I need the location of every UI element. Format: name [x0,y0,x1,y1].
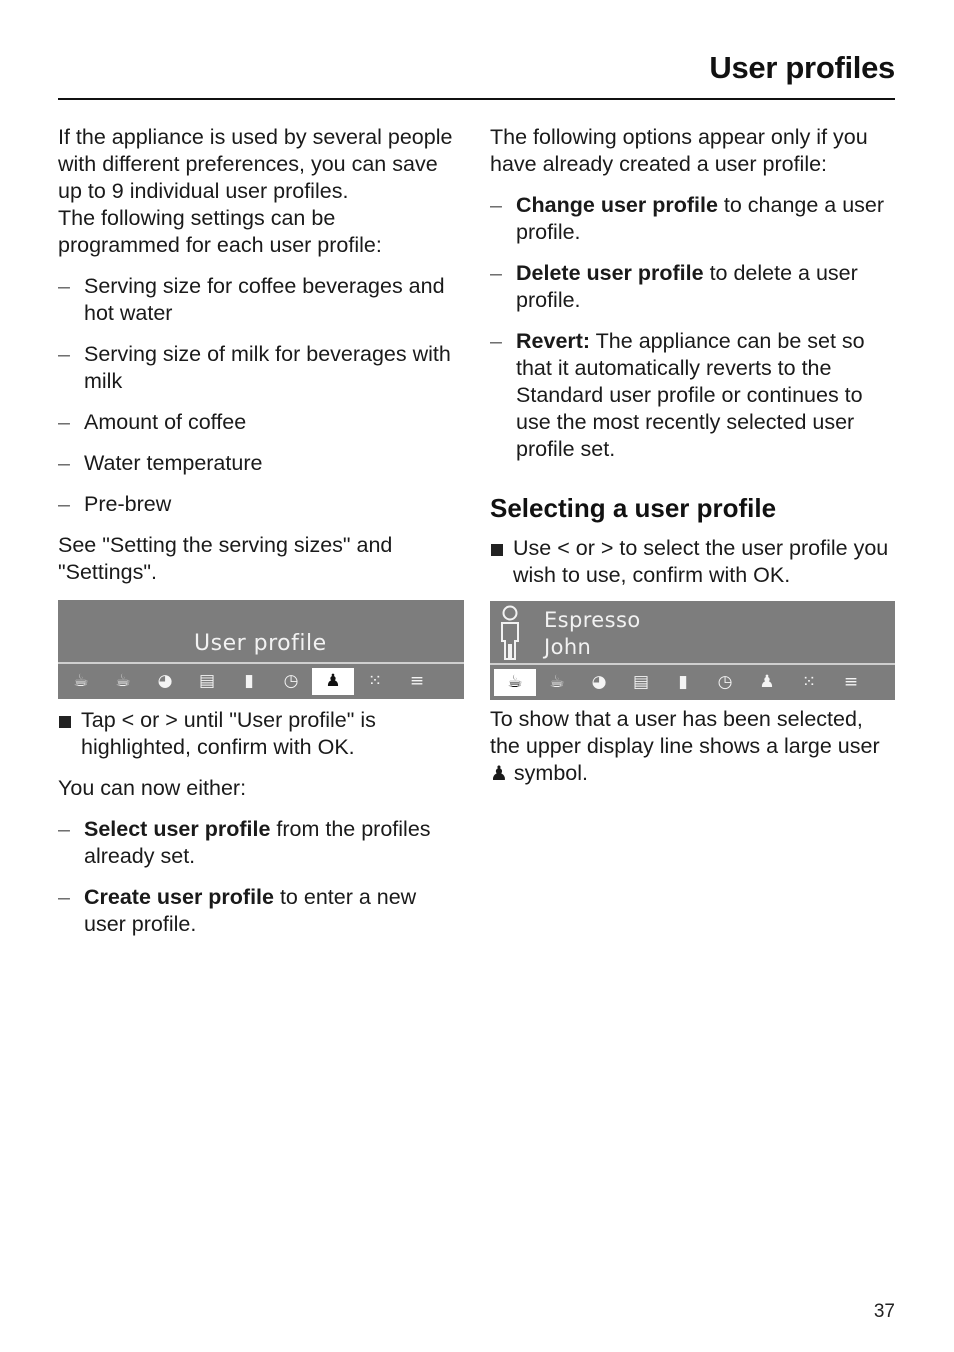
user-profile-display [58,600,464,699]
timer-icon: ◷ [283,671,299,691]
latte-glass-icon: ▤ [198,671,216,691]
espresso-cup-icon: ☕ [494,669,536,696]
list-item [490,328,898,463]
option-description: to delete a user profile. [516,261,858,312]
options-intro: The following options appear only if you have already created a user profile: [490,125,868,176]
option-name: Change user profile [516,193,718,217]
option-name: Revert: [516,329,591,353]
display-label: User profile [194,631,327,656]
step-text: Use < or > to select the user profile you wish to use, confirm with OK. [513,536,889,587]
milk-glass-icon: ▮ [244,671,254,691]
coffee-cup-icon: ☕ [549,672,565,692]
option-name: Select user profile [84,817,271,841]
page-number: 37 [873,1301,895,1322]
bullet-square-icon [491,544,503,556]
latte-glass-icon: ▤ [632,672,650,692]
cappuccino-icon: ◕ [591,672,607,692]
user-icon: ♟ [312,668,354,695]
list-item: – Pre-brew [58,491,458,518]
display-beverage: Espresso [544,608,641,632]
list-item: – Water temperature [58,450,458,477]
see-also-text: See "Setting the serving sizes" and "Settings". [58,533,393,584]
either-text: You can now either: [58,776,247,800]
note-text-end: symbol. [507,761,588,785]
list-item [490,260,898,314]
existing-profile-options-list [490,192,898,463]
milk-glass-icon: ▮ [678,672,688,692]
settings-list [58,273,458,518]
left-column [58,124,458,952]
section-heading: Selecting a user profile [490,493,777,523]
right-column [490,124,898,787]
display-top-line [58,600,464,664]
instruction-step [58,707,458,761]
option-name: Delete user profile [516,261,704,285]
user-symbol-icon: ♟ [490,761,508,785]
bullet-square-icon [59,716,71,728]
list-item [58,816,458,870]
option-description: The appliance can be set so that it automatically reverts to the Standard user profile or continues to use the most recently selected user profile set. [516,329,865,461]
list-item [490,192,898,246]
option-description: to enter a new user profile. [84,885,417,936]
display-top-line [490,601,895,665]
settings-intro: The following settings can be programmed for each user profile: [58,206,382,257]
settings-sliders-icon: ≡ [843,672,859,692]
user-icon: ♟ [759,672,775,692]
steam-icon: ⁙ [801,672,817,692]
coffee-cup-icon: ☕ [115,671,131,691]
note-text: To show that a user has been selected, the upper display line shows a large user [490,707,880,758]
list-item: – Serving size for coffee beverages and hot water [58,273,458,327]
option-description: to change a user profile. [516,193,885,244]
title-rule [58,98,895,100]
espresso-cup-icon: ☕ [73,671,89,691]
display-icon-bar [58,664,464,699]
steam-icon: ⁙ [367,671,383,691]
display-user-name: John [544,635,592,659]
large-user-icon [496,605,524,661]
option-name: Create user profile [84,885,274,909]
display-icon-bar [490,665,895,700]
list-item [58,884,458,938]
page-title: User profiles [709,50,895,85]
cappuccino-icon: ◕ [157,671,173,691]
list-item: – Amount of coffee [58,409,458,436]
selected-user-note [490,706,898,787]
espresso-user-display [490,601,895,700]
list-item: – Serving size of milk for beverages with milk [58,341,458,395]
settings-sliders-icon: ≡ [409,671,425,691]
profile-options-list [58,816,458,938]
instruction-step [490,535,898,589]
timer-icon: ◷ [717,672,733,692]
option-description: from the profiles already set. [84,817,431,868]
intro-paragraph: If the appliance is used by several people with different preferences, you can save up to 9 individual user profiles. [58,125,453,203]
step-text: Tap < or > until "User profile" is highlighted, confirm with OK. [81,708,376,759]
